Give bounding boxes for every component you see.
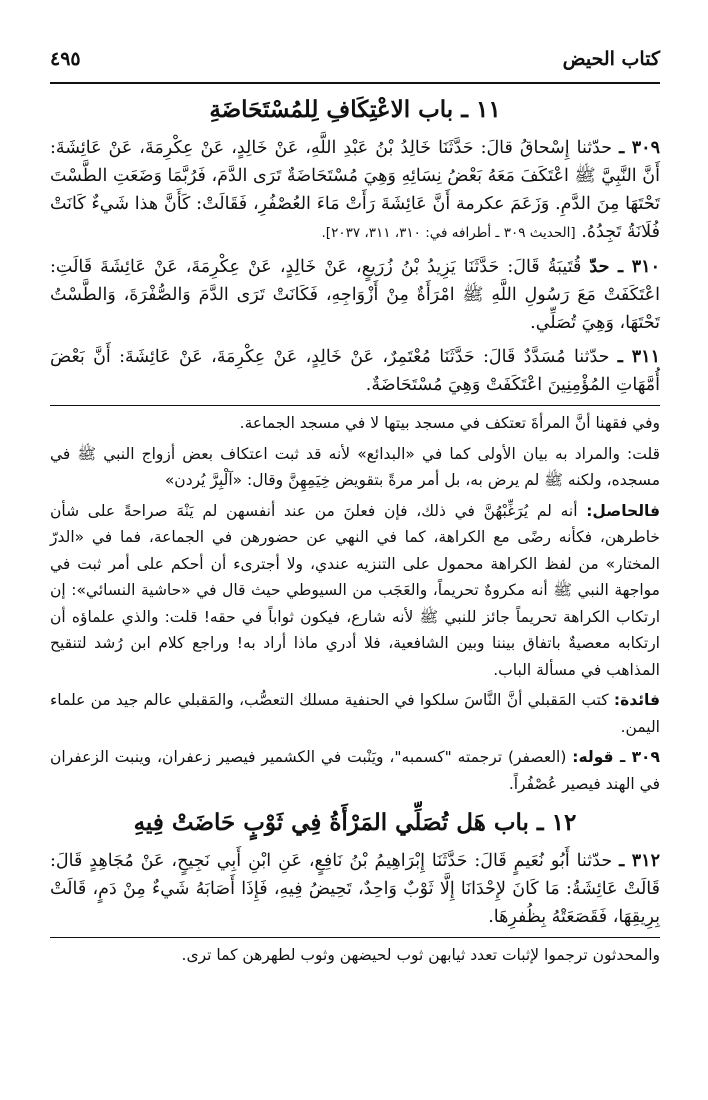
commentary-text: أنه لم يُرَغِّبْهُنَّ في ذلك، فإن فعلنَ من عند أنفسهن لم يَنْهَ صراحةً على شأن خاطرهن، فكأنه رضًى مع الكراهة، كما في النهي عن حضورهن في الجماعة، فما في «الدرّ المختار» من لفظ الكراهة محمول على التنزيه عندي، ولا أجترىء أن أحكم على أمر ثبت في مواجهة النبي ﷺ أنه مكروهٌ تحريماً، والعَجَب من السيوطي حيث قال في «حاشية النسائي»: إن ارتكاب الكراهة تحريماً جائز للنبي ﷺ لأنه شارع، فيكون ثواباً في حقه! قلت: والذي علماؤه أن ارتكابه معصيةٌ باتفاق بيننا وبين الشافعية، فلا أدري ماذا أراد به! وراجع كلام ابن رُشد لتنقيح المذاهب في مسألة الباب.: [50, 501, 660, 679]
commentary-lead: فائدة:: [613, 691, 661, 709]
hadith-311: [50, 343, 660, 399]
separator-line: [50, 405, 660, 406]
hadith-311-number: ٣١١ ـ: [617, 347, 660, 367]
hadith-312-number: ٣١٢ ـ: [619, 851, 660, 871]
commentary-paragraph: وفي فقهنا أنَّ المرأةَ تعتكف في مسجد بيتها لا في مسجد الجماعة.: [239, 414, 660, 432]
page-header: [50, 40, 660, 84]
commentary-lead: فالحاصل:: [586, 501, 660, 520]
chapter-11-heading: ١١ ـ باب الاعْتِكَافِ لِلمُسْتَحَاضَةِ: [209, 96, 501, 123]
hadith-309-text: حدّثنا إِسْحاقُ قالَ: حَدَّثَنَا خَالِدُ بْنُ عَبْدِ اللَّهِ، عَنْ خَالِدٍ، عَنْ عِكْرِمَةَ، عَنْ عَائِشَةَ: أَنَّ النَّبِيَّ ﷺ اعْتَكَفَ مَعَهُ بَعْضُ نِسَائِهِ وَهِيَ مُسْتَحَاضَةٌ تَرَى الدَّمَ، فَرُبَّمَا وَضَعَتِ الطَّسْتَ تَحْتَهَا مِنَ الدَّمِ. وَزَعَمَ عكرمة أَنَّ عَائِشَةَ رَأَتْ مَاءَ العُصْفُرِ، فَقَالَتْ: كَأَنَّ هذا شَيءٌ كَانَتْ فُلَانَةُ تَجِدُهُ.: [50, 138, 660, 242]
commentary-paragraph: [50, 744, 660, 797]
commentary-text: (العصفر) ترجمته "كسمبه"، ويَنْبت في الكشمير فيصير زعفران، وينبت الزعفران في الهند فيصير عُصْفُراً.: [50, 748, 660, 793]
commentary-paragraph: والمحدثون ترجموا لإثبات تعدد ثيابهن ثوب لحيضهن وثوب لطهرهن كما ترى.: [181, 946, 660, 964]
hadith-312: [50, 847, 660, 931]
page-number: ٤٩٥: [50, 48, 81, 70]
commentary-text: كتب المَقبلي أنَّ النَّاسَ سلكوا في الحنفية مسلك التعصُّب، والمَقبلي عالم جيد من علماء اليمن.: [50, 691, 660, 736]
commentary-lead: ٣٠٩ ـ قوله:: [572, 748, 660, 766]
hadith-309-reference: [الحديث ٣٠٩ ـ أطرافه في: ٣١٠، ٣١١، ٢٠٣٧].: [321, 225, 576, 241]
hadith-312-text: حدّثنا أَبُو نُعَيمٍ قَالَ: حَدَّثَنَا إِبْرَاهِيمُ بْنُ نَافِعٍ، عَنِ ابْنِ أَبِي نَجِيحٍ، عَنْ مُجَاهِدٍ قَالَ: قَالَتْ عَائِشَةُ: مَا كَانَ لإِحْدَانَا إِلَّا ثَوْبٌ وَاحِدٌ، تَحِيضُ فِيهِ، فَإِذَا أَصَابَهُ شَيءٌ مِنْ دَمٍ، قَالَتْ بِرِيقِهَا، فَقَصَعَتْهُ بِظُفرِهَا.: [50, 851, 660, 927]
separator-line: [50, 937, 660, 938]
commentary-paragraph: [50, 687, 660, 740]
page-content: [50, 84, 660, 973]
chapter-12-heading: ١٢ ـ باب هَل تُصَلِّي المَرْأَةُ فِي ثَوْبٍ حَاضَتْ فِيهِ: [133, 809, 577, 836]
commentary-paragraph: قلت: والمراد به بيان الأولى كما في «البدائع» لأنه قد ثبت اعتكاف بعض أزواج النبي ﷺ في مسجده، ولكنه ﷺ لم يرض به، بل أمر مرةً بتقويض خِيَمِهِنَّ وقال: «آلْبِرَّ يُردن»: [50, 444, 660, 489]
hadith-310-text: قُتَيبَةُ قَالَ: حَدَّثَنَا يَزِيدُ بْنُ زُرَيعٍ، عَنْ خَالِدٍ، عَنْ عِكْرِمَةَ، عَنْ عَائِشَةَ قَالَتِ: اعْتَكَفَتْ مَعَ رَسُولِ اللَّهِ ﷺ امْرَأَةٌ مِنْ أَزْوَاجِهِ، فَكَانَتْ تَرَى الدَّمَ وَالصُّفْرَةَ، وَالطَّسْتُ تَحْتَهَا، وَهِيَ تُصَلِّي.: [50, 257, 660, 333]
hadith-310: [50, 253, 660, 337]
hadith-310-number: ٣١٠ ـ حدّ: [589, 257, 660, 277]
hadith-311-text: حدّثنا مُسَدَّدٌ قَالَ: حَدَّثَنَا مُعْتَمِرٌ، عَنْ خَالِدٍ، عَنْ عِكْرِمَةَ، عَنْ عَائِشَةَ: أَنَّ بَعْضَ أُمَّهَاتِ المُؤْمِنِينَ اعْتَكَفَتْ وَهِيَ مُسْتَحَاضَةٌ.: [50, 347, 660, 395]
running-title: كتاب الحيض: [562, 48, 660, 70]
hadith-309: [50, 134, 660, 247]
hadith-309-number: ٣٠٩ ـ: [619, 138, 660, 158]
commentary-paragraph: [50, 498, 660, 684]
